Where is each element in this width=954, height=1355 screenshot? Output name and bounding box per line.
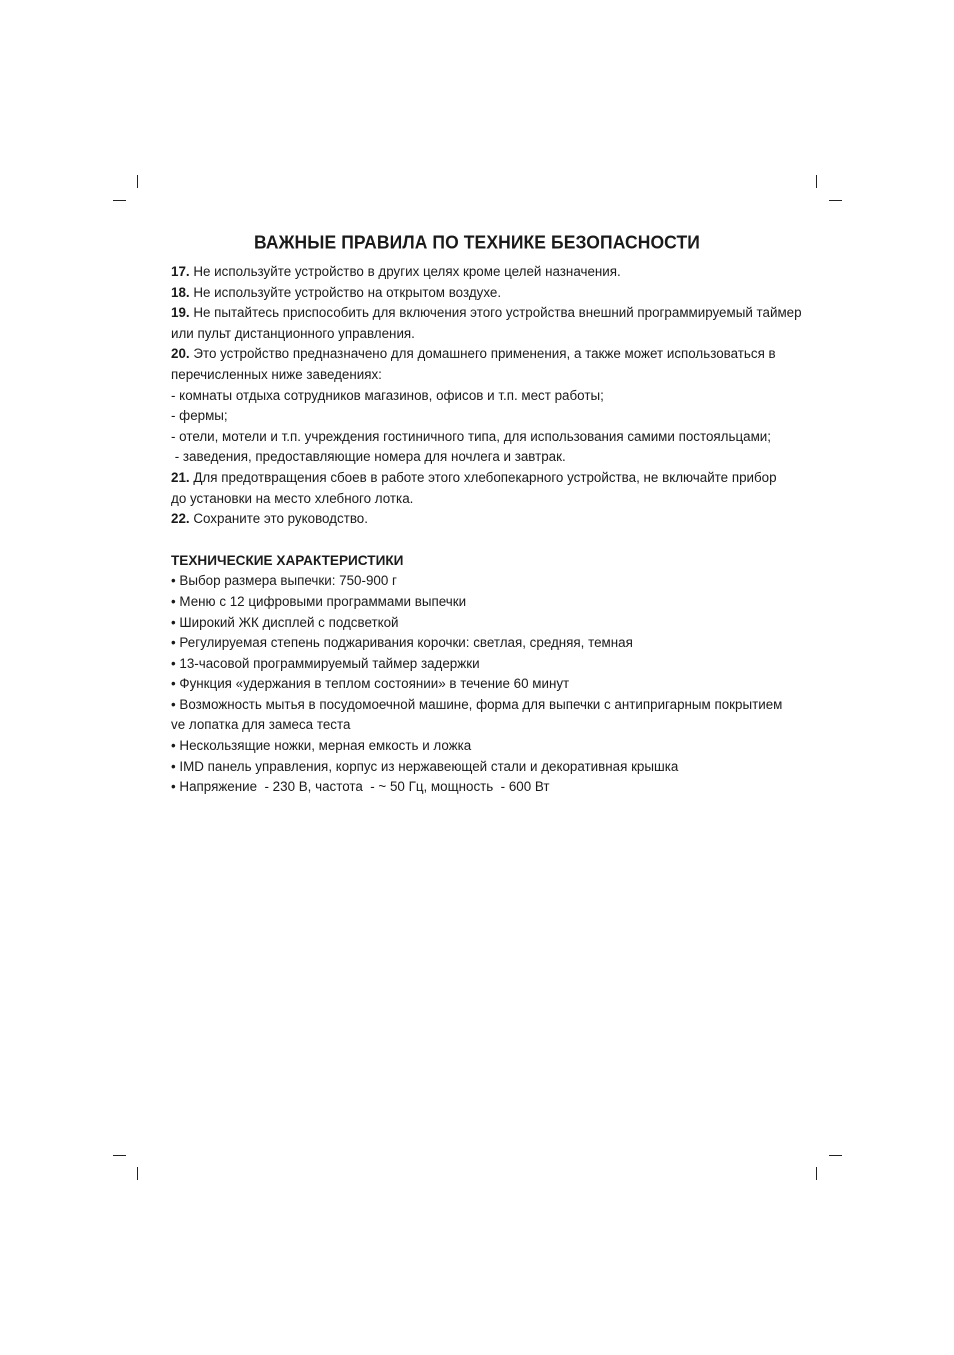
rule-line: до установки на место хлебного лотка. bbox=[171, 490, 414, 506]
spec-item: • 13-часовой программируемый таймер задержки bbox=[171, 655, 480, 671]
page-title: ВАЖНЫЕ ПРАВИЛА ПО ТЕХНИКЕ БЕЗОПАСНОСТИ bbox=[254, 231, 700, 253]
specs-list bbox=[171, 571, 791, 798]
specs-title: ТЕХНИЧЕСКИЕ ХАРАКТЕРИСТИКИ bbox=[171, 552, 404, 568]
crop-mark-bottom-right-horizontal bbox=[829, 1155, 842, 1156]
crop-mark-top-right-horizontal bbox=[829, 200, 842, 201]
spec-item: • Возможность мытья в посудомоечной машине, форма для выпечки с антипригарным покрытием bbox=[171, 696, 783, 712]
rule-line: - комнаты отдыха сотрудников магазинов, офисов и т.п. мест работы; bbox=[171, 387, 604, 403]
rule-line: 18. Не используйте устройство на открытом воздухе. bbox=[171, 284, 502, 300]
rule-line: 20. Это устройство предназначено для домашнего применения, а также может использоваться в bbox=[171, 346, 776, 362]
spec-item: • Функция «удержания в теплом состоянии» в течение 60 минут bbox=[171, 676, 570, 692]
spec-item: • Напряжение - 230 В, частота - ~ 50 Гц, мощность - 600 Вт bbox=[171, 779, 550, 795]
rule-line: 21. Для предотвращения сбоев в работе этого хлебопекарного устройства, не включайте прибор bbox=[171, 469, 777, 485]
crop-mark-top-right-vertical bbox=[816, 175, 817, 188]
safety-rules-list bbox=[171, 262, 802, 530]
document-body bbox=[171, 262, 802, 798]
rule-line: 22. Сохраните это руководство. bbox=[171, 511, 368, 527]
rule-line: 19. Не пытайтесь приспособить для включения этого устройства внешний программируемый таймер bbox=[171, 305, 802, 321]
rule-line: - фермы; bbox=[171, 408, 228, 424]
spec-item: • IMD панель управления, корпус из нержавеющей стали и декоративная крышка bbox=[171, 758, 679, 774]
crop-mark-top-left-vertical bbox=[137, 175, 138, 188]
spec-item: ve лопатка для замеса теста bbox=[171, 717, 351, 733]
rule-line: 17. Не используйте устройство в других целях кроме целей назначения. bbox=[171, 264, 621, 279]
spec-item: • Широкий ЖК дисплей с подсветкой bbox=[171, 614, 399, 630]
crop-mark-bottom-left-vertical bbox=[137, 1167, 138, 1180]
crop-mark-bottom-right-vertical bbox=[816, 1167, 817, 1180]
crop-mark-top-left-horizontal bbox=[113, 200, 126, 201]
rule-line: или пульт дистанционного управления. bbox=[171, 325, 415, 341]
rule-line: перечисленных ниже заведениях: bbox=[171, 366, 382, 382]
spec-item: • Регулируемая степень поджаривания корочки: светлая, средняя, темная bbox=[171, 635, 633, 651]
rule-line: - отели, мотели и т.п. учреждения гостиничного типа, для использования самими постояльцами; bbox=[171, 428, 771, 444]
spec-item: • Выбор размера выпечки: 750-900 г bbox=[171, 573, 397, 589]
spec-item: • Нескользящие ножки, мерная емкость и ложка bbox=[171, 738, 472, 754]
rule-line: - заведения, предоставляющие номера для ночлега и завтрак. bbox=[171, 449, 566, 465]
spec-item: • Меню с 12 цифровыми программами выпечки bbox=[171, 593, 467, 609]
crop-mark-bottom-left-horizontal bbox=[113, 1155, 126, 1156]
